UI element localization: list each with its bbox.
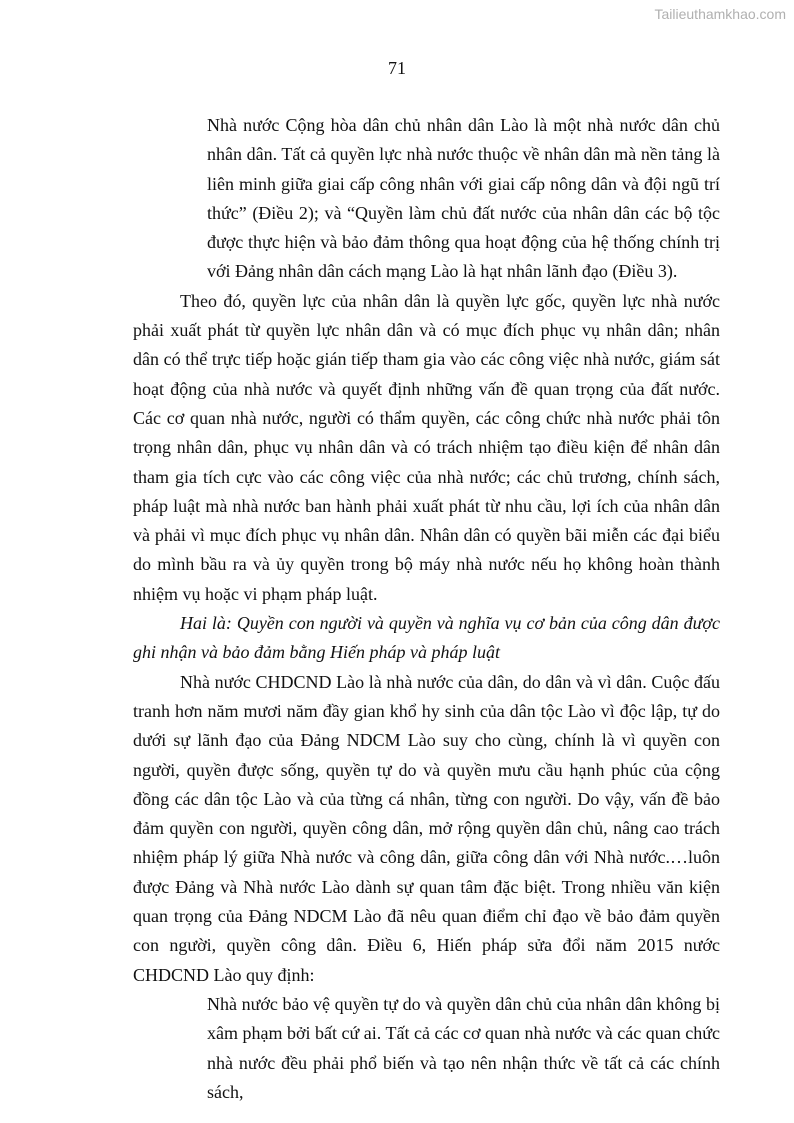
watermark-text: Tailieuthamkhao.com — [654, 6, 786, 22]
paragraph-human-rights: Nhà nước CHDCND Lào là nhà nước của dân, do dân và vì dân. Cuộc đấu tranh hơn năm mươi năm đầy gian khổ hy sinh của dân tộc Lào vì độc lập, tự do dưới sự lãnh đạo của Đảng NDCM Lào suy cho cùng, chính là vì quyền con người, quyền được sống, quyền tự do và quyền mưu cầu hạnh phúc của cộng đồng các dân tộc Lào và của từng cá nhân, từng con người. Do vậy, vấn đề bảo đảm quyền con người, quyền công dân, mở rộng quyền dân chủ, nâng cao trách nhiệm pháp lý giữa Nhà nước và công dân, giữa công dân với Nhà nước.…luôn được Đảng và Nhà nước Lào dành sự quan tâm đặc biệt. Trong nhiều văn kiện quan trọng của Đảng NDCM Lào đã nêu quan điểm chỉ đạo về bảo đảm quyền con người, quyền công dân. Điều 6, Hiến pháp sửa đổi năm 2015 nước CHDCND Lào quy định: — [133, 671, 720, 985]
document-body — [133, 111, 720, 1107]
page-number: 71 — [388, 58, 406, 78]
block-quote-constitution-articles: Nhà nước Cộng hòa dân chủ nhân dân Lào là một nhà nước dân chủ nhân dân. Tất cả quyền lực nhà nước thuộc về nhân dân mà nền tảng là liên minh giữa giai cấp công nhân với giai cấp nông dân và đội ngũ trí thức” (Điều 2); và “Quyền làm chủ đất nước của nhân dân các bộ tộc được thực hiện và bảo đảm thông qua hoạt động của hệ thống chính trị với Đảng nhân dân cách mạng Lào là hạt nhân lãnh đạo (Điều 3). — [207, 115, 720, 282]
paragraph-people-power: Theo đó, quyền lực của nhân dân là quyền lực gốc, quyền lực nhà nước phải xuất phát từ quyền lực nhân dân và có mục đích phục vụ nhân dân; nhân dân có thể trực tiếp hoặc gián tiếp tham gia vào các công việc nhà nước, giám sát hoạt động của nhà nước và quyết định những vấn đề quan trọng của đất nước. Các cơ quan nhà nước, người có thẩm quyền, các công chức nhà nước phải tôn trọng nhân dân, phục vụ nhân dân và có trách nhiệm tạo điều kiện để nhân dân tham gia tích cực vào các công việc của nhà nước; các chủ trương, chính sách, pháp luật mà nhà nước ban hành phải xuất phát từ nhu cầu, lợi ích của nhân dân và phải vì mục đích phục vụ nhân dân. Nhân dân có quyền bãi miễn các đại biểu do mình bầu ra và ủy quyền trong bộ máy nhà nước nếu họ không hoàn thành nhiệm vụ hoặc vi phạm pháp luật. — [133, 290, 720, 604]
block-quote-article-6: Nhà nước bảo vệ quyền tự do và quyền dân chủ của nhân dân không bị xâm phạm bởi bất cứ ai. Tất cả các cơ quan nhà nước và các quan chức nhà nước đều phải phổ biến và tạo nên nhận thức về tất cả các chính sách, — [207, 993, 720, 1102]
section-heading-human-rights: Hai là: Quyền con người và quyền và nghĩa vụ cơ bản của công dân được ghi nhận và bảo đảm bằng Hiến pháp và pháp luật — [133, 613, 720, 663]
